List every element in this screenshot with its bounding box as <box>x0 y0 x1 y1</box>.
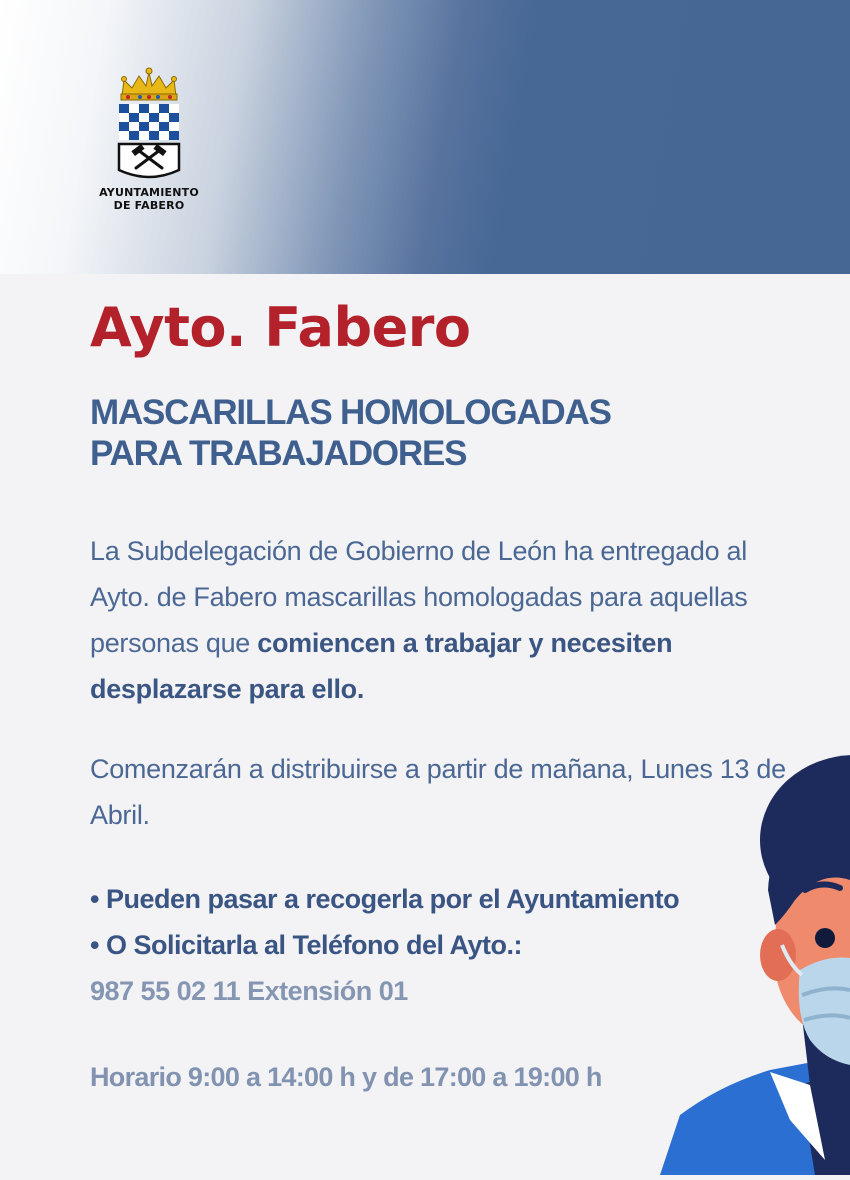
masked-worker-illustration <box>650 740 850 1175</box>
announcement-text: La Subdelegación de Gobierno de León ha entregado al Ayto. de Fabero mascarillas homologadas para aquellas personas que <box>90 536 748 658</box>
bullet-pickup-town-hall: • Pueden pasar a recogerla por el Ayuntamiento <box>90 884 680 914</box>
logo-text-line2: DE FABERO <box>113 199 185 212</box>
coat-of-arms-icon <box>86 66 212 188</box>
announcement-emphasis: comiencen a trabajar y necesiten desplazarse para ello. <box>90 628 673 704</box>
municipal-logo <box>86 66 212 216</box>
headline-line2: PARA TRABAJADORES <box>90 434 467 473</box>
distribution-paragraph: Comenzarán a distribuirse a partir de mañana, Lunes 13 de Abril. <box>90 754 786 830</box>
bullet-phone-request: • O Solicitarla al Teléfono del Ayto.: <box>90 930 523 960</box>
phone-number: 987 55 02 11 Extensión 01 <box>90 976 408 1006</box>
worker-figure-icon <box>650 740 850 1175</box>
brand-title: Ayto. Fabero <box>90 296 471 359</box>
headline <box>90 392 790 474</box>
schedule-hours: Horario 9:00 a 14:00 h y de 17:00 a 19:00 h <box>90 1062 602 1092</box>
headline-line1: MASCARILLAS HOMOLOGADAS <box>90 393 611 432</box>
announcement-paragraph <box>90 528 810 712</box>
logo-text-line1: AYUNTAMIENTO <box>99 186 199 199</box>
